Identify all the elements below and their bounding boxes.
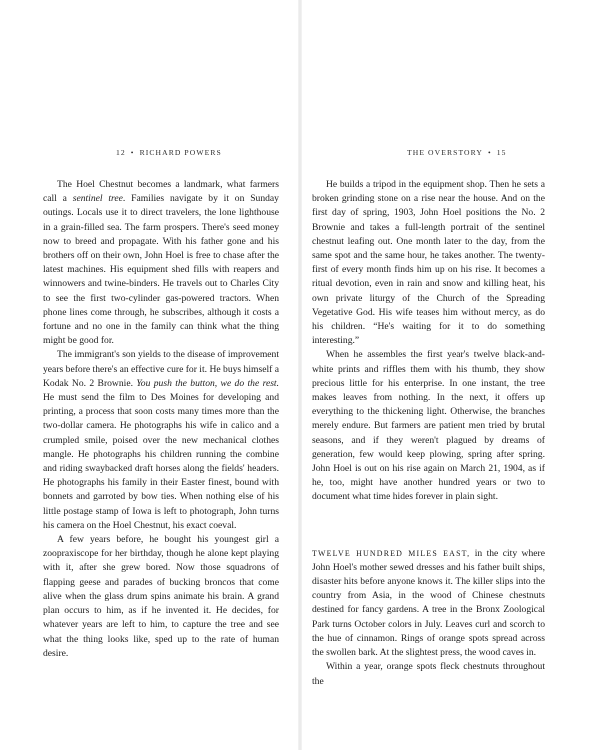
right-running-head: THE OVERSTORY <box>407 148 483 157</box>
paragraph: He builds a tripod in the equipment shop. Then he sets a broken grinding stone on a rise near the house. And on the first day of spring, 1903, John Hoel positions the No. 2 Brownie and takes a full-length portrait of the sentinel chestnut leafing out. One month later to the day, from the same spot and the same hour, he takes another. The twenty-first of every month finds him up on his rise. It becomes a ritual devotion, even in rain and snow and killing heat, his own private liturgy of the Church of the Spreading Vegetative God. His wife teases him without mercy, as do his children. “He's waiting for it to do something interesting.” <box>312 179 545 347</box>
paragraph: The Hoel Chestnut becomes a landmark, what farmers call a sentinel tree. Families navigate by it on Sunday outings. Locals use it to direct travelers, the lone lighthouse in a grain-filled sea. The farm prospers. There's seed money now to breed and propagate. With his father gone and his brothers off on their own, John Hoel is free to chase after the latest machines. His equipment shed fills with reapers and winnowers and twine-binders. He travels out to Charles City to see the first two-cylinder gas-powered tractors. When phone lines come through, he subscribes, although it costs a fortune and no one in the family can think what the thing might be good for. <box>43 179 279 347</box>
right-body-text <box>312 178 545 689</box>
paragraph: The immigrant's son yields to the disease of improvement years before there's an effective cure for it. He buys himself a Kodak No. 2 Brownie. You push the button, we do the rest. He must send the film to Des Moines for developing and printing, a process that soon costs many times more than the two-dollar camera. He photographs his wife in calico and a crumpled smile, poised over the new mechanical clothes mangle. He photographs his children running the combine and riding swaybacked draft horses along the fields' headers. He photographs his family in their Easter finest, bound with bonnets and garroted by bow ties. When nothing else of his little postage stamp of Iowa is left to photograph, John turns his camera on the Hoel Chestnut, his exact coeval. <box>43 349 279 531</box>
left-running-head: RICHARD POWERS <box>139 148 222 157</box>
left-page-number: 12 <box>116 148 126 157</box>
paragraph: Within a year, orange spots fleck chestnuts throughout the <box>312 661 545 687</box>
right-page <box>300 0 600 750</box>
right-running-header <box>407 148 507 157</box>
paragraph: When he assembles the first year's twelve black-and-white prints and riffles them with his thumb, they show precious little for his enterprise. In one instant, the tree makes leaves from nothing. In the next, it offers up everything to the thickening light. Otherwise, the branches merely endure. But farmers are patient men tried by brutal seasons, and if they weren't plagued by dreams of generation, few would keep plowing, spring after spring. John Hoel is out on his rise again on March 21, 1904, as if he, too, might have another hundred years or two to document what time hides forever in plain sight. <box>312 349 545 503</box>
right-page-number: 15 <box>496 148 507 157</box>
left-running-header <box>116 148 222 157</box>
italic-phrase: sentinel tree <box>72 193 123 205</box>
italic-phrase: You push the button, we do the rest. <box>136 377 279 389</box>
left-header-separator: • <box>130 148 135 157</box>
paragraph: A few years before, he bought his youngest girl a zoopraxiscope for her birthday, though he alone kept playing with it, after she grew bored. Now those squadrons of flapping geese and parades of bucking broncos that come alive when the glass drum spins animate his brain. A grand plan occurs to him, as if he invented it. He decides, for whatever years are left to him, to capture the tree and see what the thing looks like, sped up to the rate of human desire. <box>43 534 279 659</box>
section-opening-paragraph: TWELVE HUNDRED MILES EAST, in the city where John Hoel's mother sewed dresses and his father built ships, disaster hits before anyone knows it. The killer slips into the country from Asia, in the wood of Chinese chestnuts destined for fancy gardens. A tree in the Bronx Zoological Park turns October colors in July. Leaves curl and scorch to the hue of cinnamon. Rings of orange spots spread across the swollen bark. At the slightest press, the wood caves in. <box>312 547 545 659</box>
left-body-text <box>43 178 279 661</box>
right-header-separator: • <box>487 148 492 157</box>
section-lead-in: TWELVE HUNDRED MILES EAST, <box>312 548 471 558</box>
section-break <box>312 505 545 547</box>
